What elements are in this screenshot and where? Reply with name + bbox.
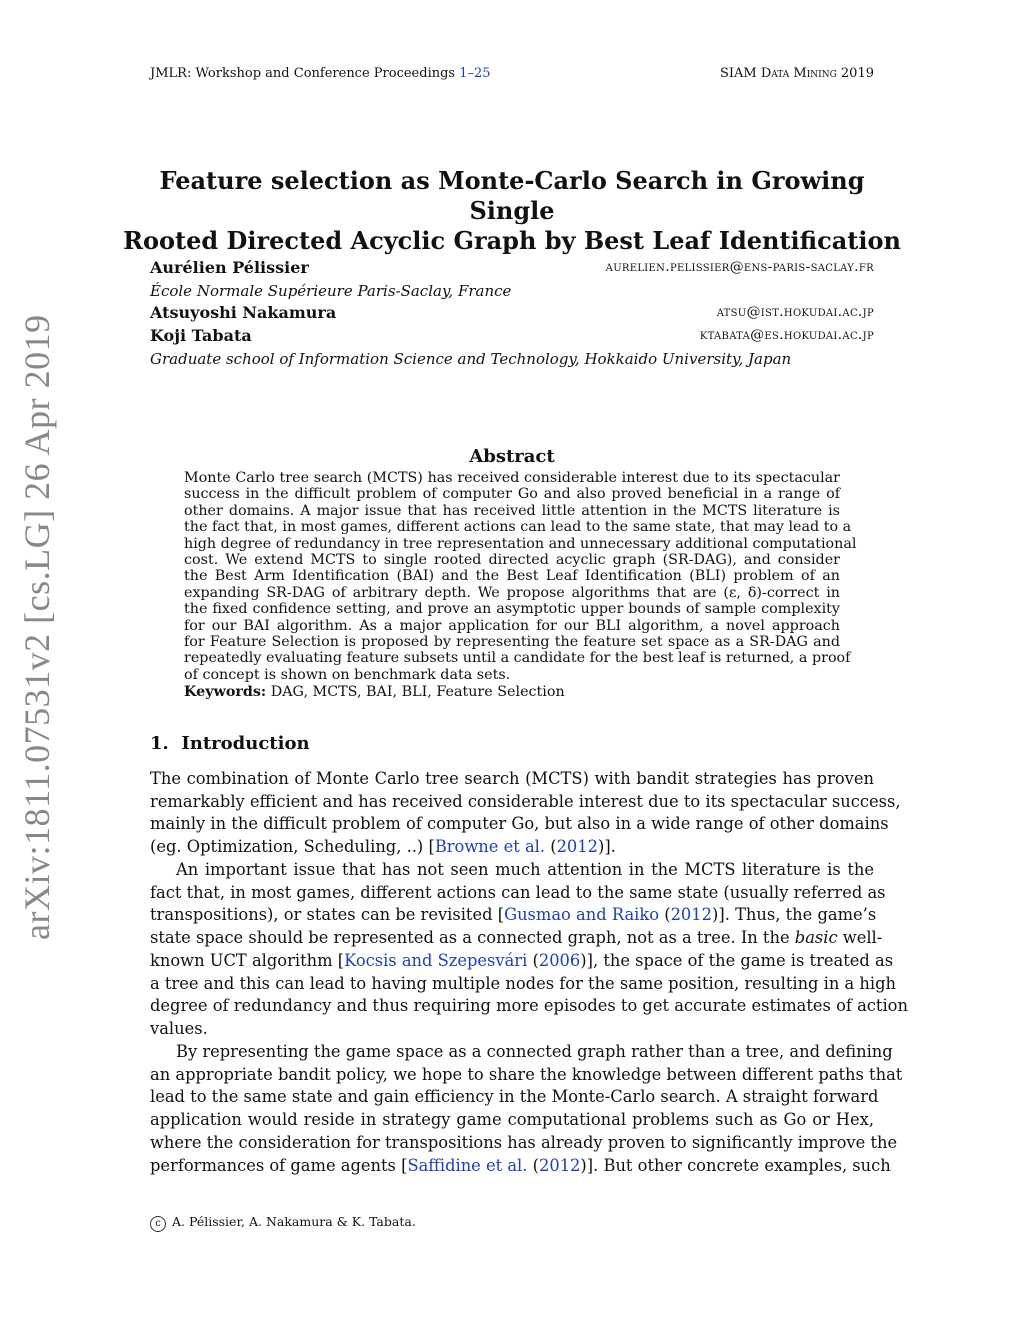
abstract-line: high degree of redundancy in tree representation and unnecessary additional computational [184,535,857,552]
text-line: degree of redundancy and thus requiring more episodes to get accurate estimates of action [150,996,908,1016]
author-2 [150,303,874,322]
copyright-footer [150,1214,416,1232]
citation-gusmao[interactable]: Gusmao and Raiko [504,905,660,925]
author-1 [150,258,874,277]
text-line: an appropriate bandit policy, we hope to share the knowledge between different paths that [150,1064,903,1084]
title-line-1: Feature selection as Monte-Carlo Search in Growing Single [159,166,865,225]
abstract-heading: Abstract [469,446,555,467]
text-fragment: )]. But other concrete examples, such [580,1155,891,1175]
abstract-line: other domains. A major issue that has received little attention in the MCTS literature is [184,502,840,519]
text-line: known UCT algorithm [Kocsis and Szepesvári (2006)], the space of the game is treated as [150,950,894,970]
author-email: ktabata@es.hokudai.ac.jp [699,327,874,343]
paragraph-1 [150,768,901,859]
copyright-icon: c [150,1216,166,1232]
text-fragment: well- [837,928,883,948]
paper-title [120,166,904,256]
citation-kocsis-year[interactable]: 2006 [538,950,581,970]
section-number: 1. [150,733,169,754]
abstract-line: the fact that, in most games, different actions can lead to the same state, that may lead to a [184,519,852,536]
arxiv-identifier: arXiv:1811.07531v2 [cs.LG] 26 Apr 2019 [17,314,57,940]
abstract-line: the Best Arm Identification (BAI) and the Best Leaf Identification (BLI) problem of an [184,568,840,585]
citation-saffidine[interactable]: Saffidine et al. [407,1155,528,1175]
header-proceedings: JMLR: Workshop and Conference Proceedings [150,66,460,81]
abstract-line: expanding SR-DAG of arbitrary depth. We propose algorithms that are (ε, δ)-correct in [184,584,840,601]
text-line: remarkably efficient and has received considerable interest due to its spectacular success, [150,791,901,811]
paragraph-3 [150,1041,903,1177]
affiliation-1: École Normale Supérieure Paris-Saclay, France [150,282,512,300]
citation-browne-year[interactable]: 2012 [556,837,599,857]
author-3 [150,326,874,345]
abstract-line: of concept is shown on benchmark data sets. [184,666,511,683]
abstract-line: repeatedly evaluating feature subsets until a candidate for the best leaf is returned, a proof [184,650,851,667]
abstract-line: success in the difficult problem of computer Go and also proved beneficial in a range of [184,486,840,503]
abstract-line: Monte Carlo tree search (MCTS) has received considerable interest due to its spectacular [184,470,840,486]
section-heading [150,733,310,754]
citation-browne[interactable]: Browne et al. [434,837,546,857]
citation-saffidine-year[interactable]: 2012 [538,1155,581,1175]
author-name: Aurélien Pélissier [150,258,309,277]
running-header-left [150,66,491,81]
copyright-text: A. Pélissier, A. Nakamura & K. Tabata. [172,1214,416,1229]
text-fragment: )]. [598,837,616,857]
emphasis-basic: basic [794,928,838,948]
text-line: application would reside in strategy game computational problems such as Go or Hex, [150,1110,874,1130]
author-email: atsu@ist.hokudai.ac.jp [716,304,874,320]
abstract-body [184,470,857,683]
keywords-list: DAG, MCTS, BAI, BLI, Feature Selection [266,684,565,700]
running-header-right: SIAM Data Mining 2019 [719,66,874,81]
text-line: performances of game agents [Saffidine et al. (2012)]. But other concrete examples, such [150,1155,891,1175]
text-line: An important issue that has not seen much attention in the MCTS literature is the [176,860,874,879]
text-line: The combination of Monte Carlo tree search (MCTS) with bandit strategies has proven [150,769,874,788]
keywords-label: Keywords: [184,684,267,700]
text-line: lead to the same state and gain efficiency in the Monte-Carlo search. A straight forward [150,1087,879,1107]
header-pages-link[interactable]: 1–25 [459,66,491,81]
citation-kocsis[interactable]: Kocsis and Szepesvári [344,950,528,970]
abstract-line: for our BAI algorithm. As a major application for our BLI algorithm, a novel approach [184,617,840,634]
text-line: transpositions), or states can be revisited [Gusmao and Raiko (2012)]. Thus, the game’s [150,905,877,925]
text-fragment: state space should be represented as a connected graph, not as a tree. In the [150,928,795,948]
text-fragment: (eg. Optimization, Scheduling, ..) [ [150,837,435,857]
section-title: Introduction [181,733,310,754]
text-line: a tree and this can lead to having multiple nodes for the same position, resulting in a high [150,973,897,993]
abstract-line: the fixed confidence setting, and prove an asymptotic upper bounds of sample complexity [184,601,840,618]
abstract-line: cost. We extend MCTS to single rooted directed acyclic graph (SR-DAG), and consider [184,552,840,569]
text-fragment: transpositions), or states can be revisited [ [150,905,505,925]
text-fragment: performances of game agents [ [150,1155,408,1175]
keywords [184,684,565,700]
citation-gusmao-year[interactable]: 2012 [670,905,713,925]
text-line: (eg. Optimization, Scheduling, ..) [Browne et al. (2012)]. [150,837,616,857]
text-line [150,927,883,950]
text-line: fact that, in most games, different actions can lead to the same state (usually referred as [150,882,886,902]
text-fragment: )], the space of the game is treated as [580,950,894,970]
text-line: mainly in the difficult problem of computer Go, but also in a wide range of other domains [150,814,889,834]
affiliation-2: Graduate school of Information Science and Technology, Hokkaido University, Japan [150,350,792,368]
title-line-2: Rooted Directed Acyclic Graph by Best Leaf Identification [123,226,901,255]
text-fragment: known UCT algorithm [ [150,950,345,970]
author-email: aurelien.pelissier@ens-paris-saclay.fr [605,259,874,275]
text-line: values. [150,1018,208,1038]
author-name: Atsuyoshi Nakamura [150,303,337,322]
abstract-line: for Feature Selection is proposed by representing the feature set space as a SR-DAG and [184,634,840,651]
author-name: Koji Tabata [150,326,252,345]
paragraph-2 [150,859,908,1041]
text-line: By representing the game space as a connected graph rather than a tree, and defining [176,1042,893,1061]
text-fragment: )]. Thus, the game’s [712,905,877,925]
text-line: where the consideration for transpositions has already proven to significantly improve the [150,1132,898,1152]
